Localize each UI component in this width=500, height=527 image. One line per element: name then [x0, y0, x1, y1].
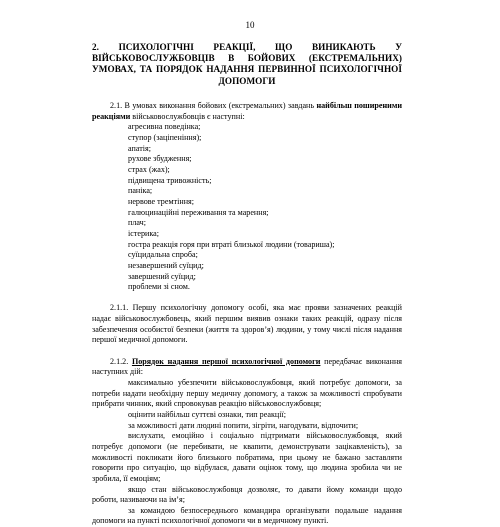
help-step: оцінити найбільш суттєві ознаки, тип реакції;: [128, 409, 287, 419]
reaction-item: агресивна поведінка;: [128, 122, 201, 132]
reaction-item: підвищена тривожність;: [128, 175, 212, 185]
reaction-item: істерика;: [128, 228, 159, 238]
section-2-1-2-intro-after: передбачає виконання наступних дій:: [92, 356, 402, 377]
help-step: вислухати, емоційно і соціально підтримати військовослужбовця, який потребує допомоги (не перебивати, не квапити, демонструвати зацікавленість), за можливості покликати його близького побратима, при цьому не бажано заставляти говорити про ситуацію, що відбулася, давати оцінок тому, що людина зробила чи не зробила, її емоціям;: [92, 431, 402, 483]
section-2-1-2-number: 2.1.2.: [110, 356, 132, 366]
page-number: 10: [245, 20, 255, 30]
reaction-item: завершений суїцид;: [128, 271, 196, 281]
reaction-item: нервове тремтіння;: [128, 196, 194, 206]
section-2-1-intro-before-bold: 2.1. В умовах виконання бойових (екстремальних) завдань: [110, 101, 317, 110]
section-title: 2. ПСИХОЛОГІЧНІ РЕАКЦІЇ, ЩО ВИНИКАЮТЬ У ВІЙСЬКОВОСЛУЖБОВЦІВ В БОЙОВИХ (ЕКСТРЕМАЛЬНИХ) УМОВАХ, ТА ПОРЯДОК НАДАННЯ ПЕРВИННОЇ ПСИХОЛОГІЧНОЇ ДОПОМОГИ: [92, 42, 402, 86]
section-2-1-intro: [92, 101, 402, 122]
reaction-item: галюцинаційні переживання та марення;: [128, 207, 269, 217]
help-step: максимально убезпечити військовослужбовця, який потребує допомоги, за потреби надати необхідну першу медичну допомогу, а також за можливості спробувати прибрати чинник, який спровокував реакцію військовослужбовця;: [92, 377, 402, 409]
help-step: за командою безпосереднього командира організувати подальше надання допомоги на пункті психологічної допомоги чи в медичному пункті.: [92, 505, 402, 526]
document-content: [92, 101, 402, 527]
reaction-item: апатія;: [128, 143, 151, 153]
reaction-item: страх (жах);: [128, 164, 170, 174]
reaction-item: незавершений суїцид;: [128, 260, 204, 270]
reaction-item: гостра реакція горя при втраті близької людини (товариша);: [128, 239, 335, 249]
section-2-1-intro-after-bold: військовослужбовців є наступні:: [130, 111, 245, 121]
reaction-item: суїцидальна спроба;: [128, 250, 198, 260]
help-step: за можливості дати людині попити, зігріти, нагодувати, відпочити;: [128, 420, 359, 430]
help-step: якщо стан військовослужбовця дозволяє, то давати йому команди щодо роботи, називаючи на ім’я;: [92, 484, 402, 505]
section-2-1-2-heading: Порядок надання першої психологічної допомоги: [131, 356, 321, 366]
section-2-1-bold-phrase: найбільш поширеними реакціями: [92, 101, 402, 121]
reaction-item: плач;: [128, 218, 146, 228]
reaction-item: рухове збудження;: [128, 154, 192, 164]
section-2-1-2-intro: [92, 357, 402, 378]
reaction-item: паніка;: [128, 186, 153, 196]
reaction-item: ступор (заціпеніння);: [128, 132, 202, 142]
reaction-item: проблеми зі сном.: [128, 282, 190, 292]
section-2-1-1-paragraph: 2.1.1. Першу психологічну допомогу особі, яка має прояви зазначених реакцій надає військовослужбовець, який першим виявив ознаки таких реакцій, одразу після забезпечення особистої безпеки (життя та здоров’я) людини, у тому числі після надання першої медичної допомоги.: [92, 303, 402, 345]
